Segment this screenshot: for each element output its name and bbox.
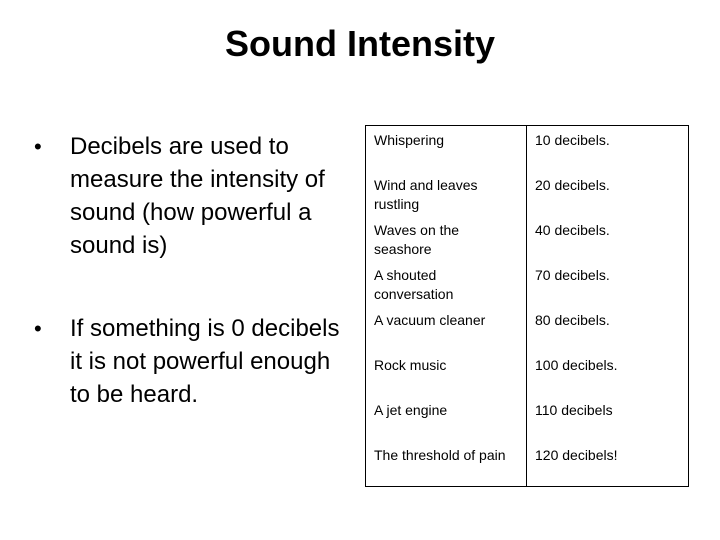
bullet-item <box>30 312 355 411</box>
table-row <box>366 216 689 261</box>
sound-source-cell: A jet engine <box>366 396 527 441</box>
sound-source-cell: Wind and leaves rustling <box>366 171 527 216</box>
sound-source-cell: Whispering <box>366 126 527 172</box>
decibel-level-cell: 10 decibels. <box>527 126 689 172</box>
table-row <box>366 396 689 441</box>
decibel-level-cell: 80 decibels. <box>527 306 689 351</box>
bullet-text: If something is 0 decibels it is not powerful enough to be heard. <box>70 315 340 408</box>
decibel-level-cell: 40 decibels. <box>527 216 689 261</box>
bullet-mark: • <box>34 316 42 341</box>
sound-source-cell: Waves on the seashore <box>366 216 527 261</box>
table-row <box>366 126 689 172</box>
table-row <box>366 351 689 396</box>
sound-source-cell: Rock music <box>366 351 527 396</box>
table-row <box>366 441 689 487</box>
sound-source-cell: A vacuum cleaner <box>366 306 527 351</box>
slide-title: Sound Intensity <box>225 23 495 64</box>
table-row <box>366 306 689 351</box>
bullet-list <box>30 130 355 411</box>
table-row <box>366 261 689 306</box>
decibel-table-container <box>365 125 689 487</box>
decibel-table <box>365 125 689 487</box>
sound-source-cell: The threshold of pain <box>366 441 527 487</box>
sound-source-cell: A shouted conversation <box>366 261 527 306</box>
decibel-level-cell: 100 decibels. <box>527 351 689 396</box>
decibel-level-cell: 120 decibels! <box>527 441 689 487</box>
bullet-text: Decibels are used to measure the intensity of sound (how powerful a sound is) <box>70 133 325 259</box>
decibel-level-cell: 110 decibels <box>527 396 689 441</box>
table-row <box>366 171 689 216</box>
bullet-item <box>30 130 355 262</box>
bullet-mark: • <box>34 134 42 159</box>
decibel-level-cell: 20 decibels. <box>527 171 689 216</box>
decibel-level-cell: 70 decibels. <box>527 261 689 306</box>
